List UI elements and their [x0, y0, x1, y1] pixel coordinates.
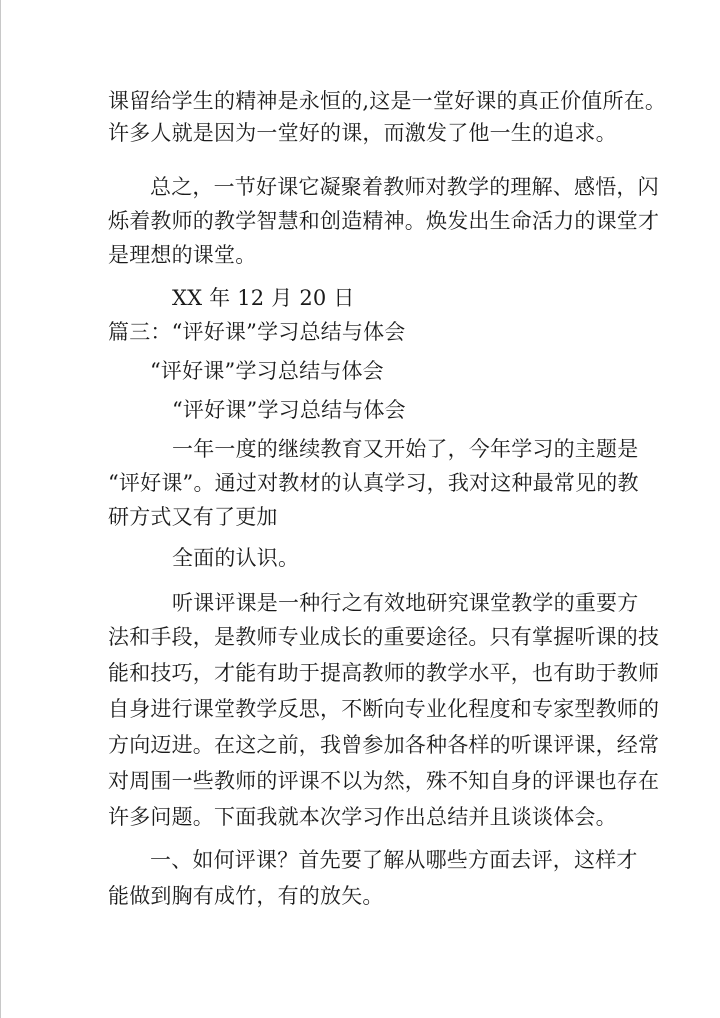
text-line: 烁着教师的教学智慧和创造精神。焕发出生命活力的课堂才 [108, 209, 660, 233]
section-title: “评好课”学习总结与体会 [150, 359, 384, 383]
text-line: 是理想的课堂。 [108, 243, 257, 267]
text-line: 一年一度的继续教育又开始了，今年学习的主题是 [172, 437, 639, 461]
text-line: “评好课”。通过对教材的认真学习，我对这种最常见的教 [108, 471, 639, 495]
section-title: “评好课”学习总结与体会 [172, 398, 406, 422]
text-line: 全面的认识。 [172, 546, 300, 570]
text-line: 对周围一些教师的评课不以为然，殊不知自身的评课也存在 [108, 769, 660, 793]
text-line: 一、如何评课？首先要了解从哪些方面去评，这样才 [150, 848, 638, 872]
text-line: 研方式又有了更加 [108, 505, 278, 529]
text-line: 许多问题。下面我就本次学习作出总结并且谈谈体会。 [108, 805, 617, 829]
page-left-border [0, 0, 1, 1018]
text-line: 总之，一节好课它凝聚着教师对教学的理解、感悟，闪 [150, 175, 659, 199]
text-line: 许多人就是因为一堂好的课，而激发了他一生的追求。 [108, 121, 617, 145]
text-line: 能做到胸有成竹，有的放矢。 [108, 884, 384, 908]
text-line: 方向迈进。在这之前，我曾参加各种各样的听课评课，经常 [108, 733, 660, 757]
text-line: 课留给学生的精神是永恒的,这是一堂好课的真正价值所在。 [108, 89, 667, 113]
text-line: 能和技巧，才能有助于提高教师的教学水平，也有助于教师 [108, 661, 660, 685]
text-line: 听课评课是一种行之有效地研究课堂教学的重要方 [172, 591, 639, 615]
section-heading: 篇三：“评好课”学习总结与体会 [108, 320, 406, 344]
text-line: 自身进行课堂教学反思，不断向专业化程度和专家型教师的 [108, 697, 660, 721]
date-line: XX 年 12 月 20 日 [172, 286, 355, 310]
text-line: 法和手段，是教师专业成长的重要途径。只有掌握听课的技 [108, 625, 660, 649]
